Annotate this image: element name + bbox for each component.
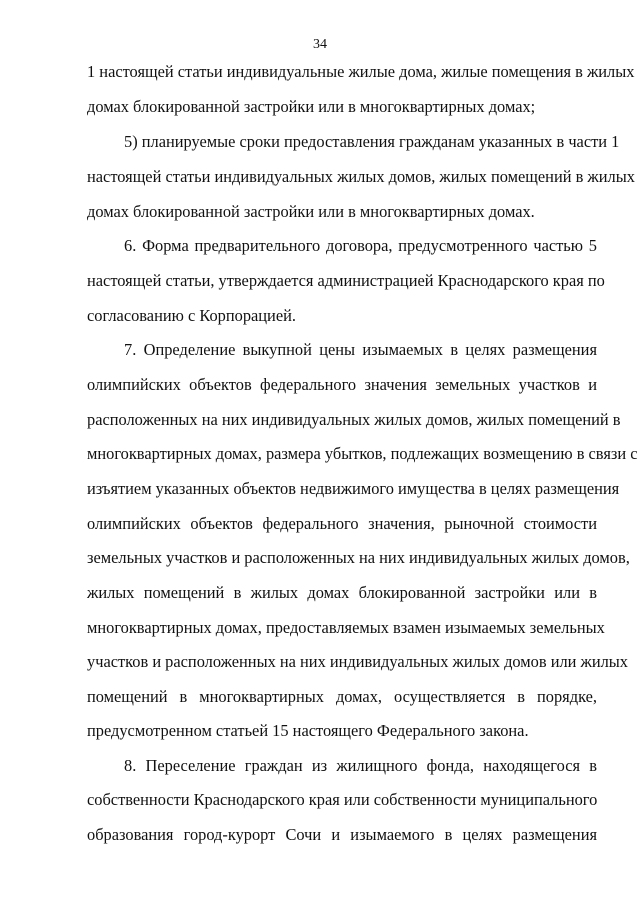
text-line: многоквартирных домах, размера убытков, подлежащих возмещению в связи с [87,444,638,463]
text-line: настоящей статьи индивидуальных жилых домов, жилых помещений в жилых [87,167,635,186]
text-line: расположенных на них индивидуальных жилых домов, жилых помещений в [87,410,621,429]
text-line: изъятием указанных объектов недвижимого имущества в целях размещения [87,479,620,498]
text-line: многоквартирных домах, предоставляемых взамен изымаемых земельных [87,618,605,637]
paragraph-first-line: 6. Форма предварительного договора, предусмотренного частью 5 [124,236,597,255]
text-line: предусмотренном статьей 15 настоящего Федерального закона. [87,721,529,740]
paragraph-first-line: 8. Переселение граждан из жилищного фонда, находящегося в [124,756,597,775]
text-line: собственности Краснодарского края или собственности муниципального [87,790,598,809]
paragraph-first-line: 5) планируемые сроки предоставления гражданам указанных в части 1 [124,132,620,151]
text-line: олимпийских объектов федерального значения, рыночной стоимости [87,514,597,533]
page-number: 34 [313,37,327,52]
text-line: олимпийских объектов федерального значения земельных участков и [87,375,597,394]
text-line: согласованию с Корпорацией. [87,306,296,325]
paragraph-first-line: 7. Определение выкупной цены изымаемых в целях размещения [124,340,597,359]
text-line: домах блокированной застройки или в многоквартирных домах; [87,97,536,116]
text-line: помещений в многоквартирных домах, осуществляется в порядке, [87,687,597,706]
text-line: участков и расположенных на них индивидуальных жилых домов или жилых [87,652,629,671]
text-line: жилых помещений в жилых домах блокированной застройки или в [87,583,597,602]
text-line: земельных участков и расположенных на них индивидуальных жилых домов, [87,548,630,567]
text-line: домах блокированной застройки или в многоквартирных домах. [87,202,535,221]
text-line: образования город-курорт Сочи и изымаемого в целях размещения [87,825,597,844]
text-line: 1 настоящей статьи индивидуальные жилые дома, жилые помещения в жилых [87,62,635,81]
text-line: настоящей статьи, утверждается администрацией Краснодарского края по [87,271,605,290]
